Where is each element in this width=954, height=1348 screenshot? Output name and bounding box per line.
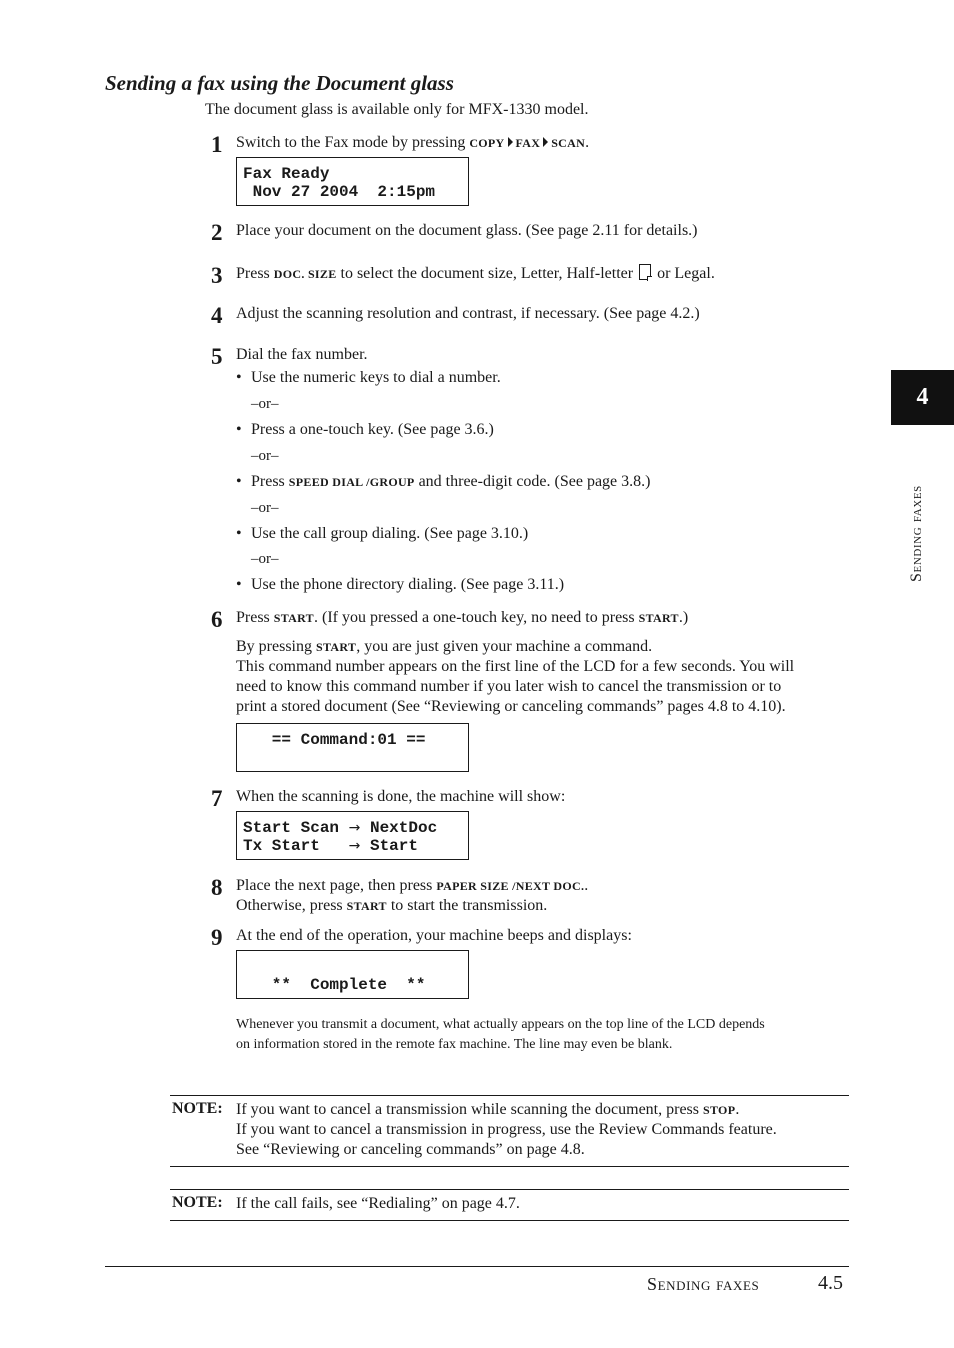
note-divider xyxy=(170,1220,849,1221)
key-fax: FAX xyxy=(515,136,541,150)
footer-divider xyxy=(105,1266,849,1267)
lcd-display-complete: ** Complete ** xyxy=(236,950,469,999)
key-start: START xyxy=(638,611,679,625)
step-number-7: 7 xyxy=(211,786,223,811)
or-separator: –or– xyxy=(251,551,279,567)
chapter-side-title: Sending faxes xyxy=(908,485,925,582)
half-letter-paper-icon xyxy=(639,264,651,280)
step-4-text: Adjust the scanning resolution and contrast, if necessary. (See page 4.2.) xyxy=(236,305,700,322)
right-triangle-icon xyxy=(508,137,513,147)
note-2-text: If the call fails, see “Redialing” on page 4.7. xyxy=(236,1195,520,1212)
note-1-text: If you want to cancel a transmission while scanning the document, press STOP. If you want to cancel a transmission in progress, use the Review Commands feature. See “Reviewing or canceling commands” on page 4.8. xyxy=(236,1101,777,1158)
step-1-text: Switch to the Fax mode by pressing COPY FAX SCAN. xyxy=(236,134,590,151)
step-6-paragraph: By pressing START, you are just given your machine a command. This command number appears on the first line of the LCD for a few seconds. You will need to know this command number if you later wish to cancel the transmission or to print a stored document (See “Reviewing or canceling commands” pages 4.8 to 4.10). xyxy=(236,638,795,715)
step-number-3: 3 xyxy=(211,263,223,288)
lcd-remark: Whenever you transmit a document, what actually appears on the top line of the LCD depends on information stored in the remote fax machine. The line may even be blank. xyxy=(236,1017,765,1052)
step-7-text: When the scanning is done, the machine will show: xyxy=(236,788,566,805)
lcd-display-fax-ready: Fax Ready Nov 27 2004 2:15pm xyxy=(236,157,469,206)
key-paper-size-next-doc: PAPER SIZE /NEXT DOC. xyxy=(436,879,585,893)
right-arrow-icon: → xyxy=(348,838,361,854)
key-scan: SCAN xyxy=(551,136,586,150)
chapter-tab: 4 xyxy=(891,370,954,425)
key-doc-size: DOC. SIZE xyxy=(273,267,337,281)
note-label: NOTE: xyxy=(172,1100,223,1117)
step-number-2: 2 xyxy=(211,220,223,245)
note-divider xyxy=(170,1189,849,1190)
step-number-8: 8 xyxy=(211,875,223,900)
step-number-1: 1 xyxy=(211,132,223,157)
right-triangle-icon xyxy=(543,137,548,147)
footer-title: Sending faxes xyxy=(647,1274,760,1294)
section-heading: Sending a fax using the Document glass xyxy=(105,71,454,95)
key-copy: COPY xyxy=(469,136,505,150)
key-start: START xyxy=(346,899,387,913)
key-speed-dial-group: SPEED DIAL /GROUP xyxy=(288,475,415,489)
key-start: START xyxy=(316,640,357,654)
or-separator: –or– xyxy=(251,500,279,516)
intro-text: The document glass is available only for MFX-1330 model. xyxy=(205,101,589,118)
or-separator: –or– xyxy=(251,448,279,464)
step-number-4: 4 xyxy=(211,303,223,328)
step-8-text: Place the next page, then press PAPER SIZE /NEXT DOC.. Otherwise, press START to start the transmission. xyxy=(236,877,589,914)
key-stop: STOP xyxy=(703,1103,736,1117)
right-arrow-icon: → xyxy=(348,820,361,836)
or-separator: –or– xyxy=(251,396,279,412)
step-3-text: Press DOC. SIZE to select the document size, Letter, Half-letter or Legal. xyxy=(236,265,715,282)
step-6-text: Press START. (If you pressed a one-touch key, no need to press START.) xyxy=(236,609,689,626)
step-number-9: 9 xyxy=(211,925,223,950)
lcd-display-command: == Command:01 == xyxy=(236,723,469,772)
note-label: NOTE: xyxy=(172,1194,223,1211)
step-2-text: Place your document on the document glass. (See page 2.11 for details.) xyxy=(236,222,698,239)
note-divider xyxy=(170,1095,849,1096)
step-number-5: 5 xyxy=(211,344,223,369)
step-9-text: At the end of the operation, your machine beeps and displays: xyxy=(236,927,632,944)
lcd-display-start-scan: Start Scan → NextDoc Tx Start → Start xyxy=(236,811,469,860)
page-number: 4.5 xyxy=(818,1272,843,1294)
note-divider xyxy=(170,1166,849,1167)
step-5-text: Dial the fax number. xyxy=(236,346,368,363)
step-number-6: 6 xyxy=(211,607,223,632)
key-start: START xyxy=(273,611,314,625)
